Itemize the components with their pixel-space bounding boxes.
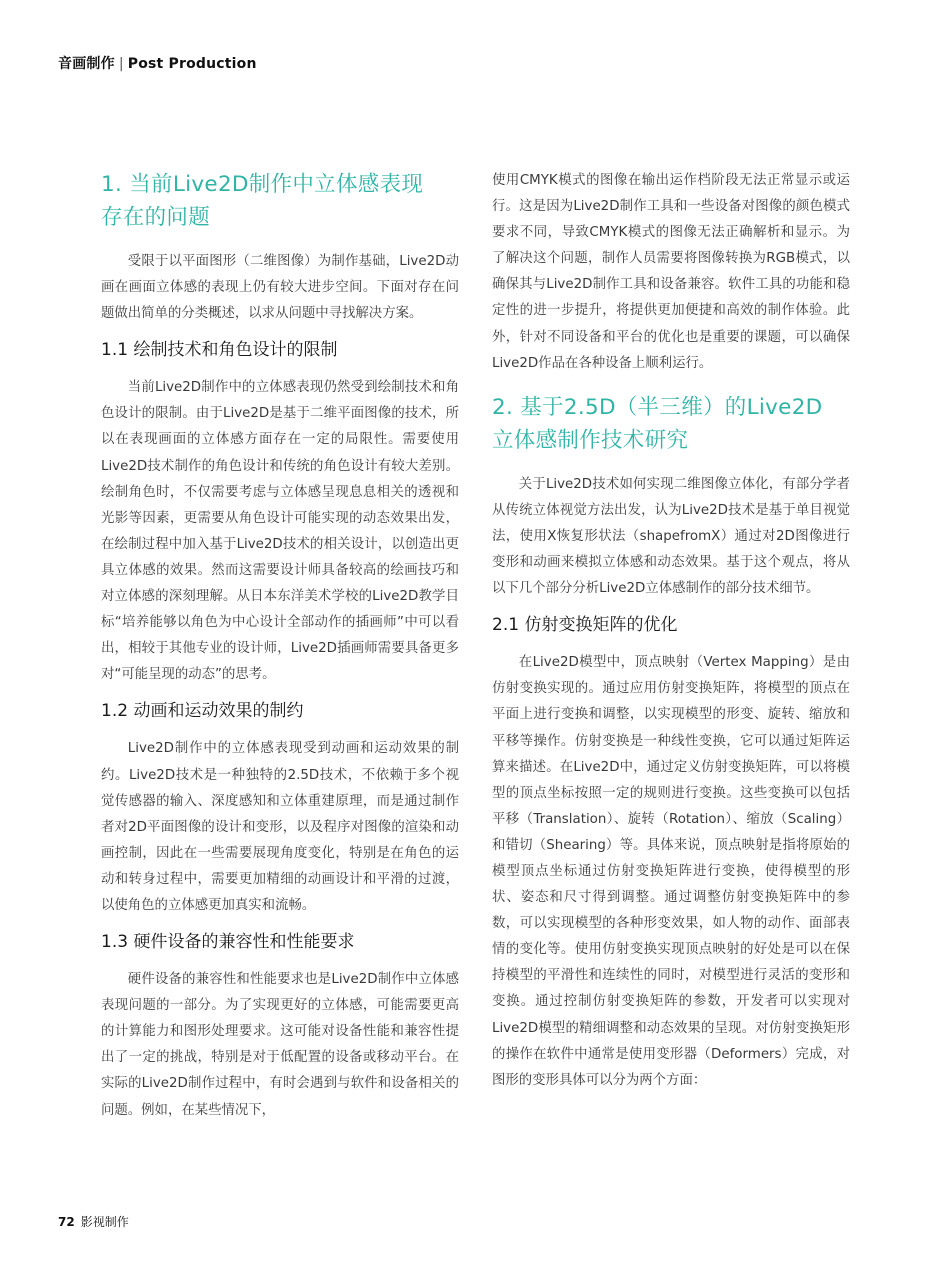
section-2-title-line2: 立体感制作技术研究 bbox=[492, 427, 689, 453]
page-footer bbox=[58, 1213, 129, 1230]
header-section-cn: 音画制作 bbox=[58, 56, 115, 72]
section-1-intro: 受限于以平面图形（二维图像）为制作基础，Live2D动画在画面立体感的表现上仍有较大进步空间。下面对存在问题做出简单的分类概述，以求从问题中寻找解决方案。 bbox=[101, 254, 459, 322]
section-2-title-line1: 2. 基于2.5D（半三维）的Live2D bbox=[492, 394, 823, 420]
subsection-1-3-text: 硬件设备的兼容性和性能要求也是Live2D制作中立体感表现问题的一部分。为了实现更好的立体感，可能需要更高的计算能力和图形处理要求。这可能对设备性能和兼容性提出了一定的挑战，特别是对于低配置的设备或移动平台。在实际的Live2D制作过程中，有时会遇到与软件和设备相关的问题。例如，在某些情况下， bbox=[101, 972, 459, 1118]
header-section-en: Post Production bbox=[127, 56, 257, 72]
section-1-title bbox=[101, 168, 459, 234]
subsection-2-1-text: 在Live2D模型中，顶点映射（Vertex Mapping）是由仿射变换实现的。通过应用仿射变换矩阵，将模型的顶点在平面上进行变换和调整，以实现模型的形变、旋转、缩放和平移等操作。仿射变换是一种线性变换，它可以通过矩阵运算来描述。在Live2D中，通过定义仿射变换矩阵，可以将模型的顶点坐标按照一定的规则进行变换。这些变换可以包括平移（Translation）、旋转（Rotation）、缩放（Scaling）和错切（Shearing）等。具体来说，顶点映射是指将原始的模型顶点坐标通过仿射变换矩阵进行变换，使得模型的形状、姿态和尺寸得到调整。通过调整仿射变换矩阵中的参数，可以实现模型的各种形变效果，如人物的动作、面部表情的变化等。使用仿射变换实现顶点映射的好处是可以在保持模型的平滑性和连续性的同时，对模型进行灵活的变形和变换。通过控制仿射变换矩阵的参数，开发者可以实现对Live2D模型的精细调整和动态效果的呈现。对仿射变换矩形的操作在软件中通常是使用变形器（Deformers）完成，对图形的变形具体可以分为两个方面： bbox=[492, 655, 850, 1088]
journal-name: 影视制作 bbox=[80, 1215, 129, 1229]
running-header bbox=[58, 53, 257, 73]
section-2-intro: 关于Live2D技术如何实现二维图像立体化，有部分学者从传统立体视觉方法出发，认为Live2D技术是基于单目视觉法，使用X恢复形状法（shapefromX）通过对2D图像进行变形和动画来模拟立体感和动态效果。基于这个观点，将从以下几个部分分析Live2D立体感制作的部分技术细节。 bbox=[492, 476, 850, 597]
section-2-title bbox=[492, 391, 850, 457]
subsection-1-2-title: 1.2 动画和运动效果的制约 bbox=[101, 701, 304, 722]
right-column bbox=[492, 168, 850, 1098]
continued-paragraph: 使用CMYK模式的图像在输出运作档阶段无法正常显示或运行。这是因为Live2D制作工具和一些设备对图像的颜色模式要求不同，导致CMYK模式的图像无法正确解析和显示。为了解决这个问题，制作人员需要将图像转换为RGB模式，以确保其与Live2D制作工具和设备兼容。软件工具的功能和稳定性的进一步提升，将提供更加便捷和高效的制作体验。此外，针对不同设备和平台的优化也是重要的课题，可以确保Live2D作品在各种设备上顺利运行。 bbox=[492, 173, 850, 371]
page-number: 72 bbox=[58, 1215, 75, 1229]
subsection-2-1-title: 2.1 仿射变换矩阵的优化 bbox=[492, 615, 678, 636]
header-separator: | bbox=[118, 56, 124, 72]
subsection-1-2-text: Live2D制作中的立体感表现受到动画和运动效果的制约。Live2D技术是一种独特的2.5D技术，不依赖于多个视觉传感器的输入、深度感知和立体重建原理，而是通过制作者对2D平面图像的设计和变形，以及程序对图像的渲染和动画控制，因此在一些需要展现角度变化，特别是在角色的运动和转身过程中，需要更加精细的动画设计和平滑的过渡，以使角色的立体感更加真实和流畅。 bbox=[101, 741, 459, 913]
section-1-title-line2: 存在的问题 bbox=[101, 205, 211, 230]
section-1-title-line1: 1. 当前Live2D制作中立体感表现 bbox=[101, 172, 424, 197]
subsection-1-1-title: 1.1 绘制技术和角色设计的限制 bbox=[101, 340, 338, 361]
left-column bbox=[101, 168, 459, 1128]
subsection-1-1-text: 当前Live2D制作中的立体感表现仍然受到绘制技术和角色设计的限制。由于Live2D是基于二维平面图像的技术，所以在表现画面的立体感方面存在一定的局限性。需要使用Live2D技术制作的角色设计和传统的角色设计有较大差别。绘制角色时，不仅需要考虑与立体感呈现息息相关的透视和光影等因素，更需要从角色设计可能实现的动态效果出发，在绘制过程中加入基于Live2D技术的相关设计，以创造出更具立体感的效果。然而这需要设计师具备较高的绘画技巧和对立体感的深刻理解。从日本东洋美术学校的Live2D教学目标“培养能够以角色为中心设计全部动作的插画师”中可以看出，相较于其他专业的设计师，Live2D插画师需要具备更多对“可能呈现的动态”的思考。 bbox=[101, 380, 459, 683]
subsection-1-3-title: 1.3 硬件设备的兼容性和性能要求 bbox=[101, 932, 355, 953]
